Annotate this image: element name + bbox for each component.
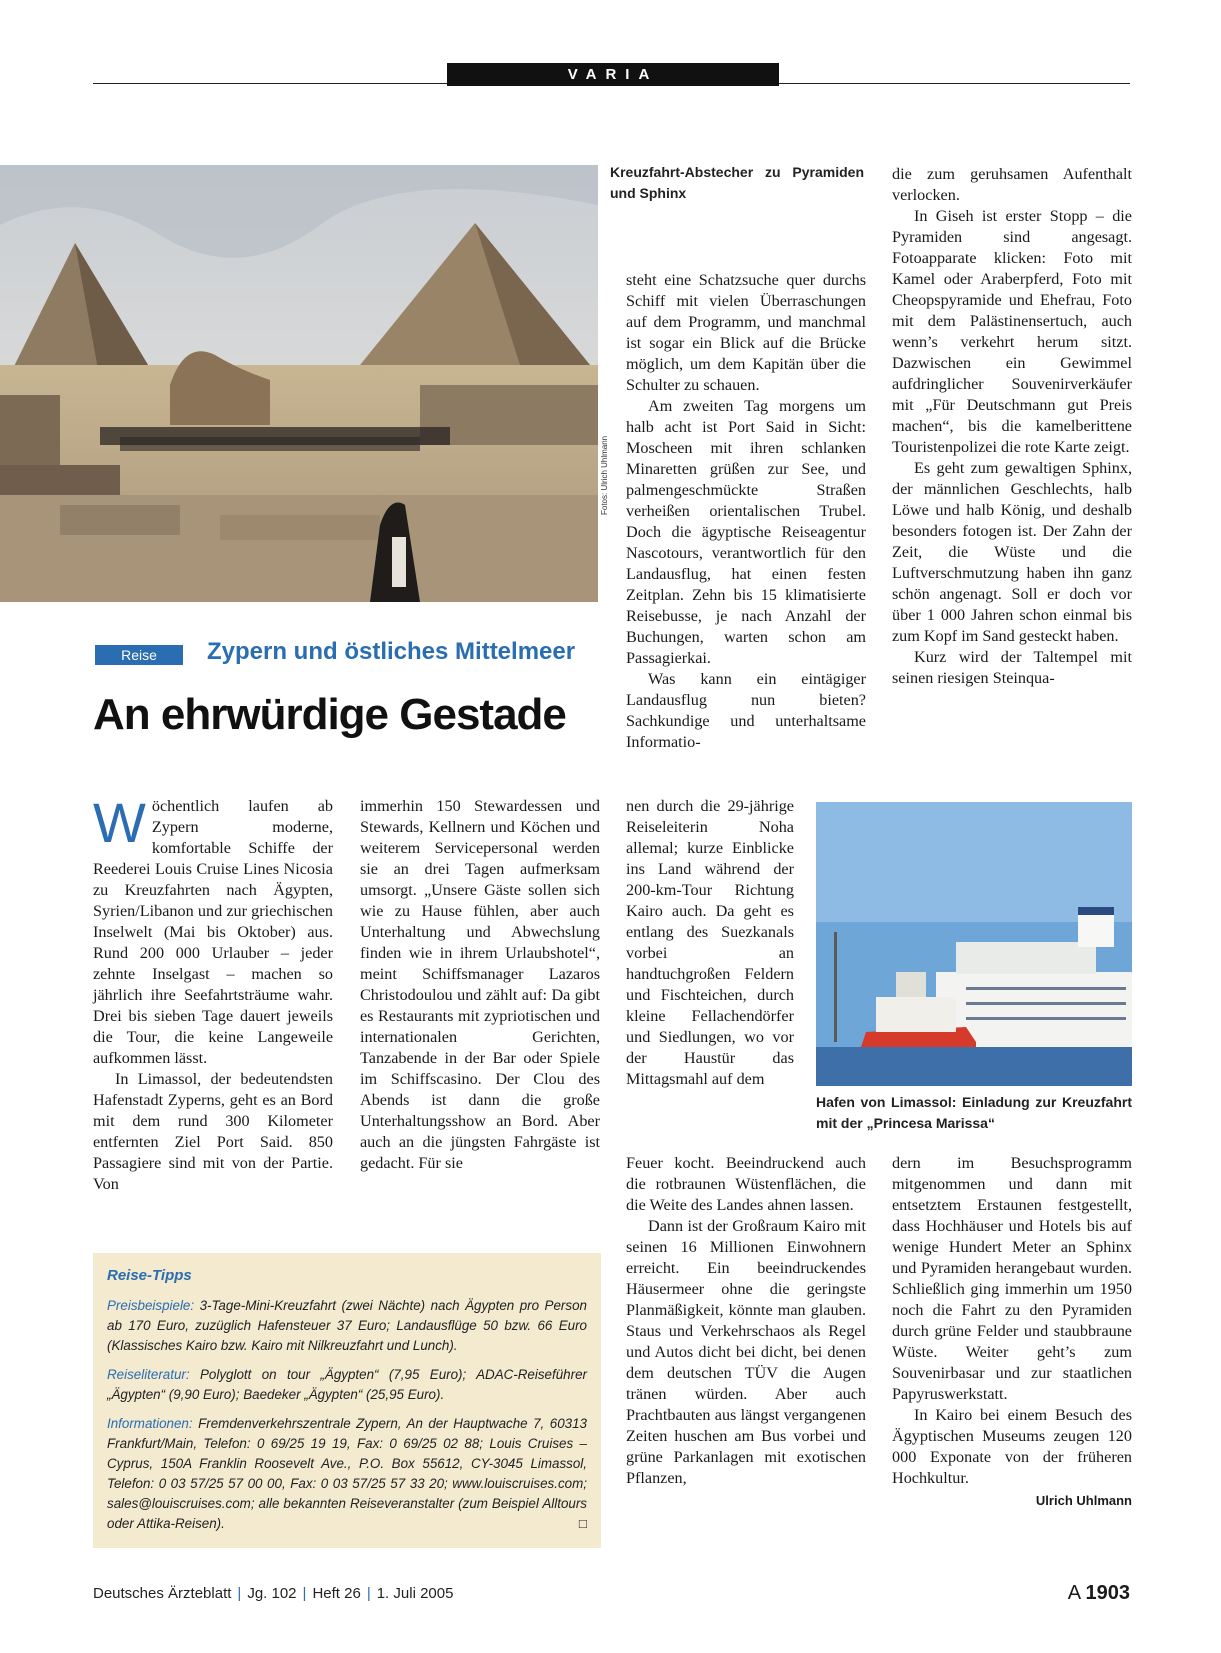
tips-text: Polyglott on tour „Ägypten“ (7,95 Euro); ADAC-Reiseführer „Ägypten“ (9,90 Euro); Baedeker „Ägypten“ (25,95 Euro).	[107, 1367, 587, 1402]
page-prefix: A	[1067, 1582, 1080, 1604]
pyramids-caption: Kreuzfahrt-Abstecher zu Pyramiden und Sphinx	[610, 164, 864, 201]
pyramids-photo	[0, 165, 598, 602]
section-label: VARIA	[447, 63, 779, 86]
body-column-2	[360, 796, 600, 1174]
footer-separator: |	[237, 1585, 242, 1602]
journal-issue: Heft 26	[312, 1585, 361, 1602]
body-column-4	[892, 164, 1132, 689]
section-kicker: Reise	[95, 645, 183, 665]
paragraph: In Limassol, der bedeutendsten Hafenstadt Zyperns, geht es an Bord mit dem rund 300 Kilometer entfernten Ziel Port Said. 850 Passagiere sind mit von der Partie. Von	[93, 1070, 333, 1193]
body-column-4-lower	[892, 1153, 1132, 1508]
footer-separator: |	[366, 1585, 371, 1602]
paragraph: immerhin 150 Stewardessen und Stewards, Kellnern und Köchen und weiterem Servicepersonal werden sie an drei Tagen aufmerksam umsorgt. „Unsere Gäste sollen sich wie zu Hause fühlen, aber auch Unterhaltung und Abwechslung finden wie in ihrem Urlaubshotel“, meint Schiffsmanager Lazaros Christodoulou und zählt auf: Da gibt es Restaurants mit zypriotischen und internationalen Gerichten, Tanzabende in der Bar oder Spiele im Schiffscasino. Der Clou des Abends ist dann die große Unterhaltungsshow an Bord. Aber auch an die jüngsten Fahrgäste ist gedacht. Für sie	[360, 797, 600, 1172]
tips-text: Fremdenverkehrszentrale Zypern, An der Hauptwache 7, 60313 Frankfurt/Main, Telefon: 0 69/25 19 19, Fax: 0 69/25 02 88; Louis Cruises – Cyprus, 150A Franklin Roosevelt Ave., P.O. Box 55612, CY-3045 Limassol, Telefon: 0 03 57/25 57 00 00, Fax: 0 03 57/25 57 33 20; www.louiscruises.com; sales@louiscruises.com; alle bekannten Reiseveranstalter (zum Beispiel Alltours oder Attika-Reisen).	[107, 1416, 587, 1531]
tips-label: Informationen:	[107, 1416, 193, 1431]
paragraph: die zum geruhsamen Aufenthalt verlocken.	[892, 165, 1132, 204]
page-num: 1903	[1085, 1582, 1130, 1604]
page-number	[1068, 1582, 1130, 1605]
tips-text: 3-Tage-Mini-Kreuzfahrt (zwei Nächte) nach Ägypten pro Person ab 170 Euro, zuzüglich Hafensteuer 37 Euro; Landausflüge 50 bzw. 66 Euro (Klassisches Kairo bzw. Kairo mit Nilkreuzfahrt und Lunch).	[107, 1298, 587, 1353]
paragraph: In Giseh ist erster Stopp – die Pyramiden sind angesagt. Fotoapparate klicken: Foto mit Kamel oder Araberpferd, Foto mit Cheopspyramide und Ehefrau, Foto mit dem Palästinensertuch, auch wenn’s verkehrt herum sitzt. Dazwischen ein Gewimmel aufdringlicher Souvenirverkäufer mit „Für Deutschmann gut Preis machen“, bis die kamelberittene Touristenpolizei die rote Karte zeigt.	[892, 207, 1132, 456]
paragraph: dern im Besuchsprogramm mitgenommen und dann mit entsetztem Erstaunen festgestellt, dass Hochhäuser und Hotels bis auf wenige Hundert Meter an Sphinx und Pyramiden herangebaut wurden. Schließlich ging immerhin um 1950 noch die Fahrt zu den Pyramiden durch grüne Felder und staubbraune Wüste. Weiter geht’s zum Souvenirbasar und zur staatlichen Papyruswerkstatt.	[892, 1154, 1132, 1403]
ship-caption: Hafen von Limassol: Einladung zur Kreuzfahrt mit der „Princesa Marissa“	[816, 1094, 1132, 1131]
end-mark: □	[578, 1516, 587, 1531]
photo-credit: Fotos: Ulrich Uhlmann	[600, 435, 609, 515]
paragraph: Feuer kocht. Beeindruckend auch die rotbraunen Wüstenflächen, die die Weite des Landes ahnen lassen.	[626, 1154, 866, 1214]
body-column-1	[93, 791, 333, 1195]
paragraph: In Kairo bei einem Besuch des Ägyptischen Museums zeugen 120 000 Exponate von der früheren Hochkultur.	[892, 1406, 1132, 1487]
journal-name: Deutsches Ärzteblatt	[93, 1585, 232, 1602]
author-byline: Ulrich Uhlmann	[1035, 1493, 1132, 1508]
tips-label: Reiseliteratur:	[107, 1367, 190, 1382]
tips-title: Reise-Tipps	[107, 1267, 192, 1284]
travel-tips-box	[93, 1253, 601, 1548]
drop-cap: W	[93, 791, 146, 854]
body-column-3-lower	[626, 1153, 866, 1489]
ship-photo	[816, 802, 1132, 1086]
article-headline: An ehrwürdige Gestade	[93, 690, 566, 739]
paragraph: steht eine Schatzsuche quer durchs Schiff mit vielen Überraschungen auf dem Programm, und manchmal ist sogar ein Blick auf die Brücke möglich, um dem Kapitän über die Schulter zu schauen.	[626, 271, 866, 394]
footer-separator: |	[302, 1585, 307, 1602]
body-column-3	[626, 270, 866, 753]
journal-volume: Jg. 102	[247, 1585, 297, 1602]
page-footer	[93, 1585, 453, 1602]
paragraph: nen durch die 29-jährige Reiseleiterin Noha allemal; kurze Einblicke ins Land während der 200-km-Tour Richtung Kairo auch. Da geht es entlang des Suezkanals vorbei an handtuchgroßen Feldern und Fischteichen, durch kleine Fellachendörfer und Siedlungen, wo vor der Haustür das Mittagsmahl auf dem	[626, 797, 794, 1088]
paragraph: Kurz wird der Taltempel mit seinen riesigen Steinqua-	[892, 648, 1132, 687]
paragraph-text: öchentlich laufen ab Zypern moderne, komfortable Schiffe der Reederei Louis Cruise Lines Nicosia zu Kreuzfahrten nach Ägypten, Syrien/Libanon und zur griechischen Inselwelt (Mai bis Oktober) aus. Rund 200 000 Urlauber – jeder zehnte Inselgast – machen so jährlich ihre Seefahrtsträume wahr. Drei bis sieben Tage dauert jeweils die Tour, die keine Langeweile aufkommen lässt.	[93, 797, 333, 1067]
tips-item-prices	[107, 1296, 587, 1356]
paragraph: Es geht zum gewaltigen Sphinx, der männlichen Geschlechts, halb Löwe und halb König, und deshalb besonders fotogen ist. Der Zahn der Zeit, die Wüste und die Luftverschmutzung haben ihn ganz schön angenagt. Soll er doch vor über 1 000 Jahren schon einmal bis zum Kopf im Sand gesteckt haben.	[892, 459, 1132, 645]
article-subtitle: Zypern und östliches Mittelmeer	[207, 638, 576, 665]
tips-item-info	[107, 1414, 587, 1534]
paragraph: Was kann ein eintägiger Landausflug nun bieten? Sachkundige und unterhaltsame Informatio-	[626, 670, 866, 751]
body-column-3-narrow	[626, 796, 794, 1090]
paragraph	[93, 791, 333, 1069]
paragraph: Dann ist der Großraum Kairo mit seinen 16 Millionen Einwohnern erreicht. Ein beeindruckendes Häusermeer ohne die geringste Planmäßigkeit, könnte man glauben. Staus und Verkehrschaos als Regel und Autos dicht bei dicht, bei denen dem deutschen TÜV die Augen tränen würden. Aber auch Prachtbauten aus längst vergangenen Zeiten huschen am Bus vorbei und grüne Parkanlagen mit exotischen Pflanzen,	[626, 1217, 866, 1487]
tips-item-literature	[107, 1365, 587, 1405]
journal-date: 1. Juli 2005	[376, 1585, 454, 1602]
tips-label: Preisbeispiele:	[107, 1298, 195, 1313]
paragraph: Am zweiten Tag morgens um halb acht ist Port Said in Sicht: Moscheen mit ihren schlanken Minaretten grüßen zur See, und palmengeschmückte Straßen verheißen orientalischen Trubel. Doch die ägyptische Reiseagentur Nascotours, verantwortlich für den Landausflug, hat einen festen Zeitplan. Zehn bis 15 klimatisierte Reisebusse, je nach Anzahl der Buchungen, warten schon am Passagierkai.	[626, 397, 866, 667]
